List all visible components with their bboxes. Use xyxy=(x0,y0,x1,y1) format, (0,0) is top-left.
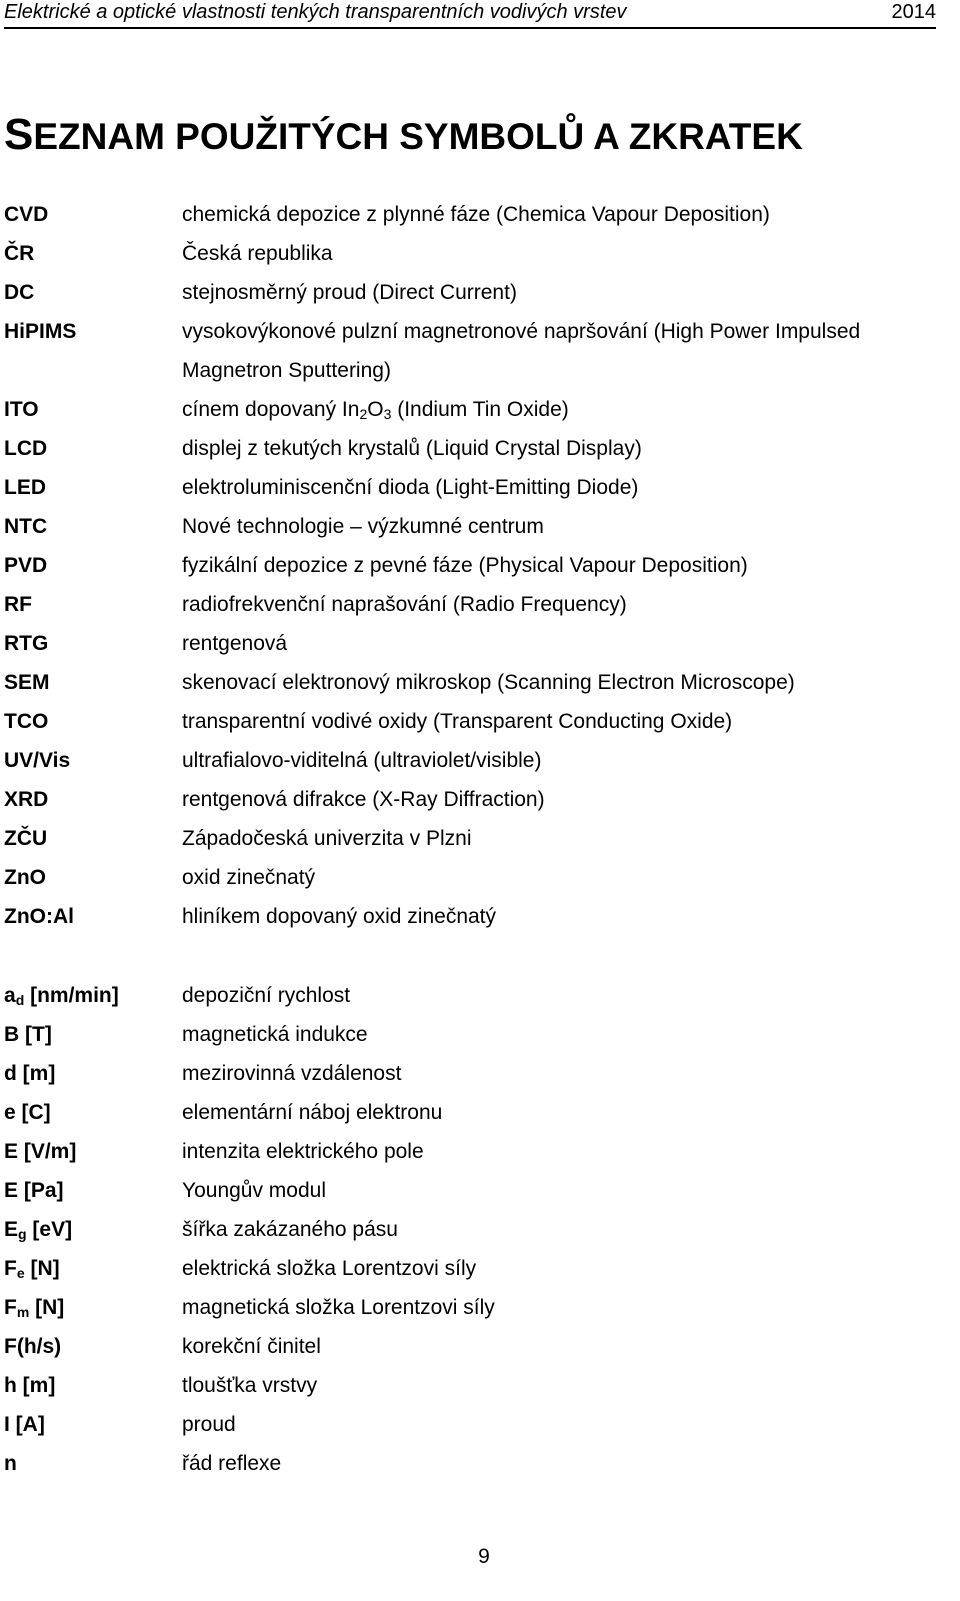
symbol-value: elementární náboj elektronu xyxy=(182,1101,443,1124)
abbr-value-mid: O xyxy=(367,398,384,421)
abbr-value: rentgenová difrakce (X-Ray Diffraction) xyxy=(182,788,545,811)
title-rest: EZNAM POUŽITÝCH SYMBOLŮ A ZKRATEK xyxy=(33,116,803,157)
page-number: 9 xyxy=(478,1545,490,1568)
symbol-key: B [T] xyxy=(4,1023,52,1046)
symbol-key: F(h/s) xyxy=(4,1335,62,1358)
symbol-letter: F xyxy=(4,1257,17,1280)
symbol-unit: [N] xyxy=(24,1257,60,1280)
abbr-value: vysokovýkonové pulzní magnetronové napršování (High Power Impulsed Magnetron Sputtering) xyxy=(182,320,861,382)
symbol-value: depoziční rychlost xyxy=(182,984,351,1007)
abbr-value: skenovací elektronový mikroskop (Scanning Electron Microscope) xyxy=(182,671,795,694)
abbr-key: HiPIMS xyxy=(4,320,77,343)
abbr-key: NTC xyxy=(4,515,48,538)
abbr-key: PVD xyxy=(4,554,48,577)
symbol-value: tloušťka vrstvy xyxy=(182,1374,318,1397)
list-item xyxy=(4,468,944,507)
abbr-key: RF xyxy=(4,593,32,616)
symbol-value: elektrická složka Lorentzovi síly xyxy=(182,1257,477,1280)
abbr-value: ultrafialovo-viditelná (ultraviolet/visible) xyxy=(182,749,542,772)
abbr-key: DC xyxy=(4,281,35,304)
subscript: m xyxy=(16,1304,30,1320)
symbol-letter: a xyxy=(4,984,16,1007)
symbol-value: magnetická složka Lorentzovi síly xyxy=(182,1296,495,1319)
abbr-value: Česká republika xyxy=(182,242,333,265)
list-item xyxy=(4,819,944,858)
list-item xyxy=(4,1210,944,1249)
symbol-key: E [V/m] xyxy=(4,1140,77,1163)
symbol-key xyxy=(4,1288,182,1327)
abbr-value: fyzikální depozice z pevné fáze (Physical Vapour Deposition) xyxy=(182,554,748,577)
symbol-unit: [nm/min] xyxy=(24,984,119,1007)
list-item xyxy=(4,741,944,780)
list-item xyxy=(4,1327,944,1366)
abbr-value: oxid zinečnatý xyxy=(182,866,316,889)
list-item xyxy=(4,1093,944,1132)
symbol-letter: E xyxy=(4,1218,19,1241)
abbr-key: ZČU xyxy=(4,827,48,850)
symbol-key: I [A] xyxy=(4,1413,45,1436)
abbreviation-list xyxy=(4,195,944,936)
list-item xyxy=(4,702,944,741)
subscript: e xyxy=(16,1265,25,1281)
abbr-value: elektroluminiscenční dioda (Light-Emitting Diode) xyxy=(182,476,639,499)
list-item xyxy=(4,624,944,663)
list-item xyxy=(4,507,944,546)
list-item xyxy=(4,1366,944,1405)
list-item xyxy=(4,663,944,702)
list-item xyxy=(4,897,944,936)
abbr-key: RTG xyxy=(4,632,49,655)
subscript: 2 xyxy=(359,406,368,422)
symbol-list xyxy=(4,976,944,1483)
symbol-value: šířka zakázaného pásu xyxy=(182,1218,398,1241)
abbr-key: ZnO xyxy=(4,866,46,889)
abbr-value: hliníkem dopovaný oxid zinečnatý xyxy=(182,905,497,928)
abbr-value-pre: cínem dopovaný In xyxy=(182,398,360,421)
list-item xyxy=(4,429,944,468)
abbr-key: SEM xyxy=(4,671,50,694)
symbol-key xyxy=(4,976,182,1015)
abbr-key: ZnO:Al xyxy=(4,905,74,928)
subscript: d xyxy=(15,992,25,1008)
abbr-value: Nové technologie – výzkumné centrum xyxy=(182,515,544,538)
symbol-key: d [m] xyxy=(4,1062,56,1085)
abbr-key: ITO xyxy=(4,398,39,421)
list-item xyxy=(4,780,944,819)
subscript: 3 xyxy=(383,406,392,422)
list-item xyxy=(4,1444,944,1483)
abbr-value xyxy=(182,390,944,429)
abbr-key: XRD xyxy=(4,788,49,811)
symbol-key: n xyxy=(4,1452,17,1475)
list-item xyxy=(4,858,944,897)
symbol-key xyxy=(4,1210,182,1249)
list-item xyxy=(4,195,944,234)
abbr-key: LCD xyxy=(4,437,48,460)
abbr-key: UV/Vis xyxy=(4,749,71,772)
running-header xyxy=(4,0,936,29)
list-item xyxy=(4,1405,944,1444)
abbr-value: transparentní vodivé oxidy (Transparent Conducting Oxide) xyxy=(182,710,733,733)
abbr-key: LED xyxy=(4,476,46,499)
abbr-key: TCO xyxy=(4,710,49,733)
symbol-unit: [eV] xyxy=(26,1218,73,1241)
header-year: 2014 xyxy=(891,1,936,23)
symbol-letter: F xyxy=(4,1296,17,1319)
abbr-value: stejnosměrný proud (Direct Current) xyxy=(182,281,517,304)
list-item xyxy=(4,234,944,273)
list-item xyxy=(4,1288,944,1327)
abbr-key: CVD xyxy=(4,203,49,226)
list-item xyxy=(4,312,944,390)
list-item xyxy=(4,390,944,429)
abbr-value: radiofrekvenční naprašování (Radio Frequency) xyxy=(182,593,627,616)
abbr-key: ČR xyxy=(4,242,35,265)
abbr-value: chemická depozice z plynné fáze (Chemica Vapour Deposition) xyxy=(182,203,770,226)
list-item xyxy=(4,546,944,585)
abbr-value: rentgenová xyxy=(182,632,288,655)
list-item xyxy=(4,273,944,312)
symbol-value: řád reflexe xyxy=(182,1452,282,1475)
list-item xyxy=(4,585,944,624)
abbr-value: displej z tekutých krystalů (Liquid Crystal Display) xyxy=(182,437,642,460)
symbol-unit: [N] xyxy=(29,1296,65,1319)
list-item xyxy=(4,1171,944,1210)
symbol-value: magnetická indukce xyxy=(182,1023,368,1046)
abbr-value-post: (Indium Tin Oxide) xyxy=(391,398,569,421)
symbol-key: E [Pa] xyxy=(4,1179,64,1202)
list-item xyxy=(4,1054,944,1093)
header-title: Elektrické a optické vlastnosti tenkých transparentních vodivých vrstev xyxy=(4,1,627,23)
list-item xyxy=(4,1015,944,1054)
symbol-key: e [C] xyxy=(4,1101,51,1124)
symbol-key: h [m] xyxy=(4,1374,56,1397)
abbr-value: Západočeská univerzita v Plzni xyxy=(182,827,472,850)
symbol-value: proud xyxy=(182,1413,236,1436)
symbol-value: intenzita elektrického pole xyxy=(182,1140,424,1163)
symbol-value: Youngův modul xyxy=(182,1179,327,1202)
list-item xyxy=(4,1132,944,1171)
symbol-key xyxy=(4,1249,182,1288)
symbol-value: mezirovinná vzdálenost xyxy=(182,1062,402,1085)
subscript: g xyxy=(18,1226,27,1242)
list-item xyxy=(4,976,944,1015)
title-first-letter: S xyxy=(4,110,34,159)
symbol-value: korekční činitel xyxy=(182,1335,321,1358)
list-item xyxy=(4,1249,944,1288)
page-title xyxy=(4,110,936,159)
